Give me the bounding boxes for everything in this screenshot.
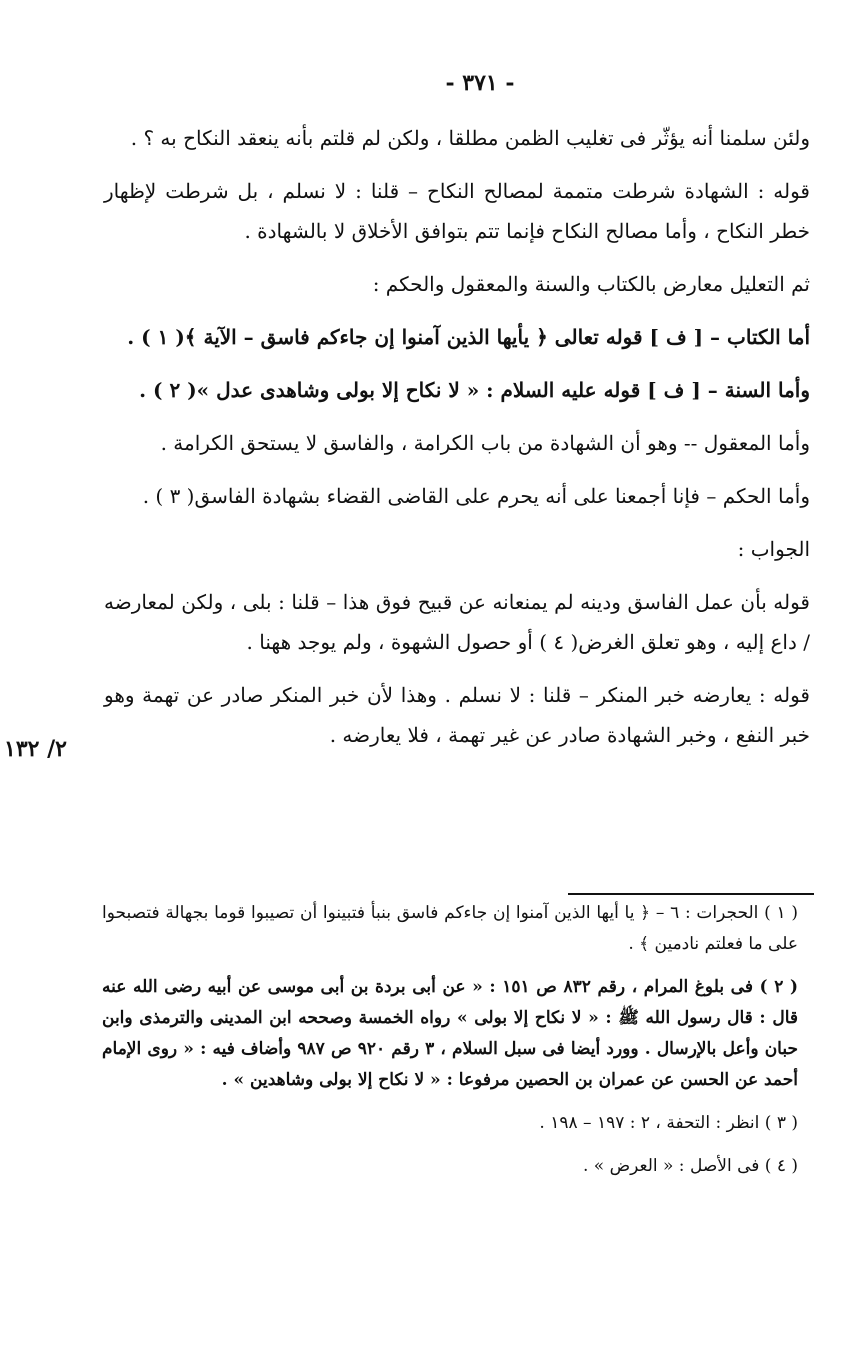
paragraph: ولئن سلمنا أنه يؤثّر فى تغليب الظمن مطلقا ، ولكن لم قلتم بأنه ينعقد النكاح به ؟ .: [130, 126, 810, 150]
footnote: ( ٢ ) فى بلوغ المرام ، رقم ٨٣٢ ص ١٥١ : « عن أبى بردة بن أبى موسى عن أبيه رضى الله عنه قال : قال رسول الله ﷺ : « لا نكاح إلا بولى » رواه الخمسة وصححه ابن المدينى والترمذى وابن حبان وأعل بالإرسال . وورد أيضا فى سبل السلام ، ٣ رقم ٩٢٠ ص ٩٨٧ وأضاف فيه : « روى الإمام أحمد عن الحسن عن عمران بن الحصين مرفوعا : « لا نكاح إلا بولى وشاهدين » .: [102, 977, 799, 1090]
page-number: - ٣٧١ -: [445, 70, 515, 96]
footnote-divider: [568, 893, 814, 895]
paragraph-hadith-citation: وأما السنة – [ ف ] قوله عليه السلام : « لا نكاح إلا بولى وشاهدى عدل »( ٢ ) .: [139, 378, 810, 402]
paragraph: ثم التعليل معارض بالكتاب والسنة والمعقول والحكم :: [372, 272, 810, 296]
paragraph: قوله بأن عمل الفاسق ودينه لم يمنعانه عن قبيح فوق هذا – قلنا : بلى ، ولكن لمعارضه / داع إليه ، وهو تعلق الغرض( ٤ ) أو حصول الشهوة ، ولم يوجد ههنا .: [104, 590, 810, 654]
paragraph: وأما الحكم – فإنا أجمعنا على أنه يحرم على القاضى القضاء بشهادة الفاسق( ٣ ) .: [142, 484, 810, 508]
paragraph: قوله : يعارضه خبر المنكر – قلنا : لا نسلم . وهذا لأن خبر المنكر صادر عن تهمة وهو خبر النفع ، وخبر الشهادة صادر عن غير تهمة ، فلا يعارضه .: [104, 683, 810, 747]
paragraph: وأما المعقول -- وهو أن الشهادة من باب الكرامة ، والفاسق لا يستحق الكرامة .: [160, 431, 810, 455]
footnote: ( ٣ ) انظر : التحفة ، ٢ : ١٩٧ – ١٩٨ .: [539, 1113, 798, 1133]
section-heading-answer: الجواب :: [737, 537, 810, 561]
main-text: [104, 118, 810, 768]
footnote: ( ٤ ) فى الأصل : « العرض » .: [582, 1156, 798, 1176]
footnote: ( ١ ) الحجرات : ٦ – ﴿ يا أيها الذين آمنوا إن جاءكم فاسق بنبأ فتبينوا أن تصيبوا قوما بجهالة فتصبحوا على ما فعلتم نادمين ﴾ .: [102, 903, 798, 954]
paragraph: قوله : الشهادة شرطت متممة لمصالح النكاح – قلنا : لا نسلم ، بل شرطت لإظهار خطر النكاح ، وأما مصالح النكاح فإنما تتم بتوافق الأخلاق لا بالشهادة .: [104, 179, 810, 243]
footnotes: [102, 898, 798, 1194]
margin-manuscript-reference: ٢/ ١٣٢: [4, 736, 67, 762]
paragraph-quran-citation: أما الكتاب – [ ف ] قوله تعالى ﴿ يأيها الذين آمنوا إن جاءكم فاسق – الآية ﴾( ١ ) .: [127, 325, 810, 349]
